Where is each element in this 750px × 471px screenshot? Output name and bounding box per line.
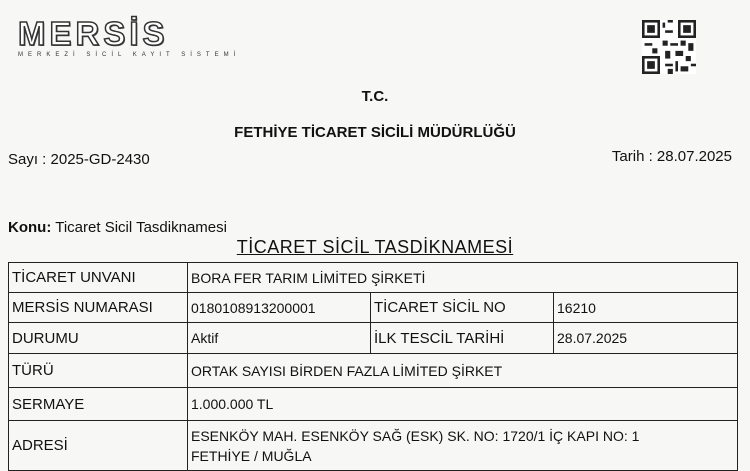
table-row bbox=[9, 323, 738, 354]
office-heading: FETHİYE TİCARET SİCİLİ MÜDÜRLÜĞÜ bbox=[234, 124, 516, 141]
tc-heading: T.C. bbox=[361, 88, 389, 105]
subject bbox=[8, 219, 227, 236]
table-row bbox=[9, 263, 738, 293]
table-row bbox=[9, 293, 738, 323]
registry-table bbox=[8, 262, 738, 471]
address-line-1: ESENKÖY MAH. ESENKÖY SAĞ (ESK) SK. NO: 1720/1 İÇ KAPI NO: 1 bbox=[191, 427, 640, 444]
label-sermaye: SERMAYE bbox=[9, 388, 188, 421]
table-row bbox=[9, 354, 738, 388]
qr-code-icon bbox=[642, 20, 696, 74]
mersis-logo bbox=[18, 15, 241, 58]
label-turu: TÜRÜ bbox=[9, 354, 188, 388]
document-title: TİCARET SİCİL TASDİKNAMESİ bbox=[236, 237, 514, 257]
value-sermaye: 1.000.000 TL bbox=[188, 388, 738, 421]
subject-label: Konu: bbox=[8, 219, 52, 236]
value-ilk-tescil: 28.07.2025 bbox=[554, 323, 738, 354]
value-adresi bbox=[188, 421, 738, 471]
document-number: Sayı : 2025-GD-2430 bbox=[8, 151, 150, 168]
document-date: Tarih : 28.07.2025 bbox=[611, 148, 732, 165]
label-adresi: ADRESİ bbox=[9, 421, 188, 471]
logo-tagline: MERKEZİ SİCİL KAYIT SİSTEMİ bbox=[18, 52, 241, 58]
label-mersis: MERSİS NUMARASI bbox=[9, 293, 188, 323]
table-row bbox=[9, 421, 738, 471]
label-durumu: DURUMU bbox=[9, 323, 188, 354]
address-line-2: FETHİYE / MUĞLA bbox=[191, 447, 312, 464]
value-sicil-no: 16210 bbox=[554, 293, 738, 323]
subject-value: Ticaret Sicil Tasdiknamesi bbox=[55, 219, 227, 236]
logo-name: MERSİS bbox=[18, 15, 169, 52]
label-ilk-tescil: İLK TESCİL TARİHİ bbox=[371, 323, 554, 354]
value-turu: ORTAK SAYISI BİRDEN FAZLA LİMİTED ŞİRKET bbox=[188, 354, 738, 388]
table-row bbox=[9, 388, 738, 421]
value-mersis: 0180108913200001 bbox=[188, 293, 371, 323]
value-durumu: Aktif bbox=[188, 323, 371, 354]
label-ticaret-unvani: TİCARET UNVANI bbox=[9, 263, 188, 293]
value-ticaret-unvani: BORA FER TARIM LİMİTED ŞİRKETİ bbox=[188, 263, 738, 293]
label-sicil-no: TİCARET SİCİL NO bbox=[371, 293, 554, 323]
